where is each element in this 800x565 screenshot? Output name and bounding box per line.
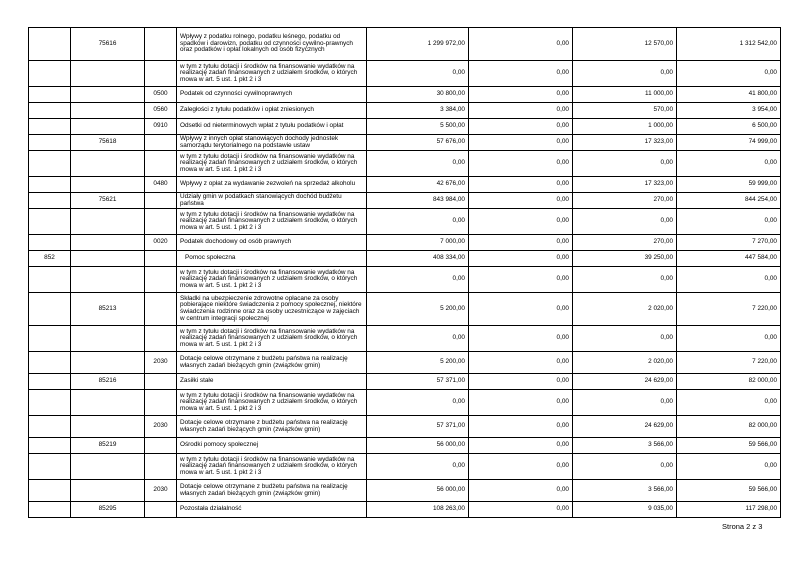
cell-zmniejszenie: 0,00	[469, 390, 573, 416]
cell-dzial	[29, 135, 71, 151]
cell-zwiekszenie: 0,00	[573, 454, 677, 480]
cell-paragraf	[145, 267, 177, 293]
cell-zmniejszenie: 0,00	[469, 151, 573, 177]
cell-nazwa: Składki na ubezpieczenie zdrowotne opłacane za osoby pobierające niektóre świadczenia z pomocy społecznej, niektóre świadczenia rodzinne oraz za osoby uczestniczące w zajęciach w centrum integracji społecznej	[177, 293, 367, 326]
cell-plan: 843 984,00	[367, 193, 469, 209]
cell-dzial	[29, 193, 71, 209]
cell-plan: 1 299 972,00	[367, 28, 469, 61]
cell-dzial	[29, 480, 71, 502]
cell-plan-po-zmianach: 0,00	[677, 151, 781, 177]
cell-paragraf	[145, 390, 177, 416]
cell-paragraf: 2030	[145, 352, 177, 374]
cell-plan-po-zmianach: 82 000,00	[677, 416, 781, 438]
cell-plan-po-zmianach: 117 298,00	[677, 502, 781, 518]
cell-nazwa: Podatek dochodowy od osób prawnych	[177, 235, 367, 251]
cell-zwiekszenie: 3 566,00	[573, 480, 677, 502]
cell-dzial	[29, 87, 71, 103]
cell-nazwa: Pomoc społeczna	[177, 251, 367, 267]
cell-plan-po-zmianach: 59 566,00	[677, 438, 781, 454]
cell-dzial	[29, 209, 71, 235]
cell-rozdzial: 85219	[71, 438, 145, 454]
cell-plan-po-zmianach: 59 566,00	[677, 480, 781, 502]
cell-plan-po-zmianach: 0,00	[677, 390, 781, 416]
cell-zwiekszenie: 12 570,00	[573, 28, 677, 61]
cell-zwiekszenie: 9 035,00	[573, 502, 677, 518]
cell-paragraf	[145, 61, 177, 87]
cell-rozdzial	[71, 151, 145, 177]
cell-rozdzial	[71, 87, 145, 103]
table-row	[29, 209, 781, 235]
cell-nazwa: Zasiłki stałe	[177, 374, 367, 390]
cell-paragraf: 0500	[145, 87, 177, 103]
cell-rozdzial	[71, 416, 145, 438]
cell-paragraf	[145, 374, 177, 390]
cell-rozdzial: 75618	[71, 135, 145, 151]
cell-zwiekszenie: 0,00	[573, 151, 677, 177]
cell-nazwa: Udziały gmin w podatkach stanowiących dochód budżetu państwa	[177, 193, 367, 209]
cell-paragraf: 2030	[145, 480, 177, 502]
table-row	[29, 103, 781, 119]
table-row	[29, 352, 781, 374]
cell-rozdzial	[71, 326, 145, 352]
cell-paragraf	[145, 293, 177, 326]
cell-paragraf	[145, 251, 177, 267]
cell-zmniejszenie: 0,00	[469, 251, 573, 267]
cell-zmniejszenie: 0,00	[469, 177, 573, 193]
cell-nazwa: Dotacje celowe otrzymane z budżetu państwa na realizację własnych zadań bieżących gmin (związków gmin)	[177, 480, 367, 502]
cell-plan-po-zmianach: 844 254,00	[677, 193, 781, 209]
cell-plan: 56 000,00	[367, 438, 469, 454]
table-row	[29, 293, 781, 326]
cell-nazwa: Wpływy z innych opłat stanowiących dochody jednostek samorządu terytorialnego na podstawie ustaw	[177, 135, 367, 151]
cell-zwiekszenie: 0,00	[573, 390, 677, 416]
cell-paragraf: 0910	[145, 119, 177, 135]
cell-nazwa: w tym z tytułu dotacji i środków na finansowanie wydatków na realizację zadań finansowanych z udziałem środków, o których mowa w art. 5 ust. 1 pkt 2 i 3	[177, 454, 367, 480]
cell-plan: 0,00	[367, 151, 469, 177]
cell-dzial	[29, 28, 71, 61]
cell-nazwa: Dotacje celowe otrzymane z budżetu państwa na realizację własnych zadań bieżących gmin (związków gmin)	[177, 352, 367, 374]
cell-dzial	[29, 151, 71, 177]
cell-rozdzial	[71, 390, 145, 416]
table-row	[29, 454, 781, 480]
cell-paragraf	[145, 135, 177, 151]
budget-table	[28, 27, 781, 518]
cell-paragraf: 0560	[145, 103, 177, 119]
cell-plan-po-zmianach: 0,00	[677, 61, 781, 87]
table-row	[29, 374, 781, 390]
cell-nazwa: w tym z tytułu dotacji i środków na finansowanie wydatków na realizację zadań finansowanych z udziałem środków, o których mowa w art. 5 ust. 1 pkt 2 i 3	[177, 267, 367, 293]
cell-zmniejszenie: 0,00	[469, 352, 573, 374]
table-row	[29, 61, 781, 87]
cell-nazwa: w tym z tytułu dotacji i środków na finansowanie wydatków na realizację zadań finansowanych z udziałem środków, o których mowa w art. 5 ust. 1 pkt 2 i 3	[177, 326, 367, 352]
table-row	[29, 267, 781, 293]
cell-rozdzial	[71, 454, 145, 480]
cell-plan-po-zmianach: 1 312 542,00	[677, 28, 781, 61]
cell-zwiekszenie: 11 000,00	[573, 87, 677, 103]
cell-zmniejszenie: 0,00	[469, 293, 573, 326]
cell-paragraf	[145, 28, 177, 61]
cell-zmniejszenie: 0,00	[469, 209, 573, 235]
cell-plan: 5 200,00	[367, 293, 469, 326]
cell-zmniejszenie: 0,00	[469, 135, 573, 151]
cell-zmniejszenie: 0,00	[469, 438, 573, 454]
cell-plan: 7 000,00	[367, 235, 469, 251]
cell-rozdzial: 85213	[71, 293, 145, 326]
cell-nazwa: Odsetki od nieterminowych wpłat z tytułu podatków i opłat	[177, 119, 367, 135]
cell-plan: 30 800,00	[367, 87, 469, 103]
cell-paragraf: 0480	[145, 177, 177, 193]
cell-plan-po-zmianach: 0,00	[677, 209, 781, 235]
cell-plan: 0,00	[367, 454, 469, 480]
cell-zmniejszenie: 0,00	[469, 119, 573, 135]
cell-rozdzial: 85295	[71, 502, 145, 518]
table-row	[29, 87, 781, 103]
cell-zmniejszenie: 0,00	[469, 267, 573, 293]
cell-paragraf	[145, 502, 177, 518]
cell-dzial: 852	[29, 251, 71, 267]
cell-zwiekszenie: 24 629,00	[573, 416, 677, 438]
cell-zmniejszenie: 0,00	[469, 87, 573, 103]
cell-plan: 0,00	[367, 61, 469, 87]
cell-zmniejszenie: 0,00	[469, 235, 573, 251]
cell-zmniejszenie: 0,00	[469, 502, 573, 518]
cell-dzial	[29, 390, 71, 416]
cell-plan-po-zmianach: 0,00	[677, 267, 781, 293]
cell-paragraf: 0020	[145, 235, 177, 251]
table-row	[29, 135, 781, 151]
cell-nazwa: w tym z tytułu dotacji i środków na finansowanie wydatków na realizację zadań finansowanych z udziałem środków, o których mowa w art. 5 ust. 1 pkt 2 i 3	[177, 390, 367, 416]
cell-zwiekszenie: 2 020,00	[573, 293, 677, 326]
cell-zwiekszenie: 570,00	[573, 103, 677, 119]
cell-rozdzial	[71, 209, 145, 235]
cell-dzial	[29, 267, 71, 293]
cell-paragraf	[145, 151, 177, 177]
table-row	[29, 326, 781, 352]
cell-paragraf	[145, 326, 177, 352]
cell-nazwa: w tym z tytułu dotacji i środków na finansowanie wydatków na realizację zadań finansowanych z udziałem środków, o których mowa w art. 5 ust. 1 pkt 2 i 3	[177, 151, 367, 177]
table-row	[29, 502, 781, 518]
cell-plan-po-zmianach: 0,00	[677, 454, 781, 480]
table-row	[29, 193, 781, 209]
cell-zmniejszenie: 0,00	[469, 454, 573, 480]
cell-dzial	[29, 293, 71, 326]
table-row-dzial	[29, 251, 781, 267]
cell-plan: 57 371,00	[367, 374, 469, 390]
table-row	[29, 416, 781, 438]
cell-nazwa: Dotacje celowe otrzymane z budżetu państwa na realizację własnych zadań bieżących gmin (związków gmin)	[177, 416, 367, 438]
cell-plan-po-zmianach: 7 270,00	[677, 235, 781, 251]
cell-zwiekszenie: 270,00	[573, 235, 677, 251]
table-row	[29, 119, 781, 135]
cell-paragraf	[145, 438, 177, 454]
cell-nazwa: Podatek od czynności cywilnoprawnych	[177, 87, 367, 103]
cell-zmniejszenie: 0,00	[469, 28, 573, 61]
cell-rozdzial: 85216	[71, 374, 145, 390]
cell-plan: 0,00	[367, 209, 469, 235]
cell-nazwa: Ośrodki pomocy społecznej	[177, 438, 367, 454]
cell-dzial	[29, 61, 71, 87]
cell-dzial	[29, 103, 71, 119]
cell-nazwa: w tym z tytułu dotacji i środków na finansowanie wydatków na realizację zadań finansowanych z udziałem środków, o których mowa w art. 5 ust. 1 pkt 2 i 3	[177, 61, 367, 87]
table-row	[29, 480, 781, 502]
cell-zwiekszenie: 17 323,00	[573, 135, 677, 151]
cell-plan-po-zmianach: 41 800,00	[677, 87, 781, 103]
table-row	[29, 438, 781, 454]
cell-nazwa: Pozostała działalność	[177, 502, 367, 518]
cell-rozdzial	[71, 352, 145, 374]
cell-plan-po-zmianach: 82 000,00	[677, 374, 781, 390]
cell-zwiekszenie: 39 250,00	[573, 251, 677, 267]
cell-plan: 57 676,00	[367, 135, 469, 151]
cell-zmniejszenie: 0,00	[469, 374, 573, 390]
cell-zmniejszenie: 0,00	[469, 61, 573, 87]
table-row	[29, 28, 781, 61]
cell-dzial	[29, 438, 71, 454]
cell-zwiekszenie: 3 566,00	[573, 438, 677, 454]
cell-dzial	[29, 502, 71, 518]
cell-rozdzial: 75621	[71, 193, 145, 209]
cell-zmniejszenie: 0,00	[469, 193, 573, 209]
cell-dzial	[29, 352, 71, 374]
cell-rozdzial	[71, 267, 145, 293]
cell-rozdzial	[71, 119, 145, 135]
cell-plan-po-zmianach: 59 999,00	[677, 177, 781, 193]
cell-zwiekszenie: 2 020,00	[573, 352, 677, 374]
table-row	[29, 177, 781, 193]
cell-plan-po-zmianach: 7 220,00	[677, 352, 781, 374]
cell-dzial	[29, 119, 71, 135]
cell-dzial	[29, 454, 71, 480]
cell-zwiekszenie: 1 000,00	[573, 119, 677, 135]
cell-paragraf	[145, 193, 177, 209]
cell-plan: 0,00	[367, 267, 469, 293]
cell-zwiekszenie: 17 323,00	[573, 177, 677, 193]
cell-plan: 56 000,00	[367, 480, 469, 502]
cell-nazwa: Zaległości z tytułu podatków i opłat zniesionych	[177, 103, 367, 119]
cell-zmniejszenie: 0,00	[469, 326, 573, 352]
cell-plan-po-zmianach: 0,00	[677, 326, 781, 352]
cell-plan: 408 334,00	[367, 251, 469, 267]
page-number: Strona 2 z 3	[722, 522, 763, 531]
cell-rozdzial	[71, 103, 145, 119]
cell-rozdzial	[71, 177, 145, 193]
cell-plan-po-zmianach: 74 999,00	[677, 135, 781, 151]
cell-plan-po-zmianach: 6 500,00	[677, 119, 781, 135]
cell-nazwa: Wpływy z opłat za wydawanie zezwoleń na sprzedaż alkoholu	[177, 177, 367, 193]
cell-zwiekszenie: 0,00	[573, 267, 677, 293]
cell-rozdzial: 75616	[71, 28, 145, 61]
cell-zwiekszenie: 0,00	[573, 61, 677, 87]
cell-rozdzial	[71, 480, 145, 502]
cell-zwiekszenie: 24 629,00	[573, 374, 677, 390]
cell-dzial	[29, 416, 71, 438]
table-row	[29, 390, 781, 416]
cell-plan: 42 676,00	[367, 177, 469, 193]
cell-zmniejszenie: 0,00	[469, 416, 573, 438]
cell-paragraf	[145, 209, 177, 235]
cell-plan-po-zmianach: 447 584,00	[677, 251, 781, 267]
cell-rozdzial	[71, 235, 145, 251]
cell-dzial	[29, 177, 71, 193]
cell-zmniejszenie: 0,00	[469, 103, 573, 119]
cell-zmniejszenie: 0,00	[469, 480, 573, 502]
table-row	[29, 151, 781, 177]
cell-dzial	[29, 326, 71, 352]
cell-plan-po-zmianach: 7 220,00	[677, 293, 781, 326]
cell-zwiekszenie: 0,00	[573, 209, 677, 235]
cell-paragraf: 2030	[145, 416, 177, 438]
cell-plan: 0,00	[367, 326, 469, 352]
cell-zwiekszenie: 0,00	[573, 326, 677, 352]
cell-zwiekszenie: 270,00	[573, 193, 677, 209]
cell-plan: 0,00	[367, 390, 469, 416]
cell-plan: 5 200,00	[367, 352, 469, 374]
cell-plan: 5 500,00	[367, 119, 469, 135]
cell-nazwa: Wpływy z podatku rolnego, podatku leśnego, podatku od spadków i darowizn, podatku od czynności cywilno-prawnych oraz podatków i opłat lokalnych od osób fizycznych	[177, 28, 367, 61]
cell-rozdzial	[71, 61, 145, 87]
cell-dzial	[29, 374, 71, 390]
cell-plan: 108 263,00	[367, 502, 469, 518]
table-row	[29, 235, 781, 251]
cell-plan-po-zmianach: 3 954,00	[677, 103, 781, 119]
cell-plan: 3 384,00	[367, 103, 469, 119]
cell-rozdzial	[71, 251, 145, 267]
cell-dzial	[29, 235, 71, 251]
cell-plan: 57 371,00	[367, 416, 469, 438]
cell-nazwa: w tym z tytułu dotacji i środków na finansowanie wydatków na realizację zadań finansowanych z udziałem środków, o których mowa w art. 5 ust. 1 pkt 2 i 3	[177, 209, 367, 235]
cell-paragraf	[145, 454, 177, 480]
